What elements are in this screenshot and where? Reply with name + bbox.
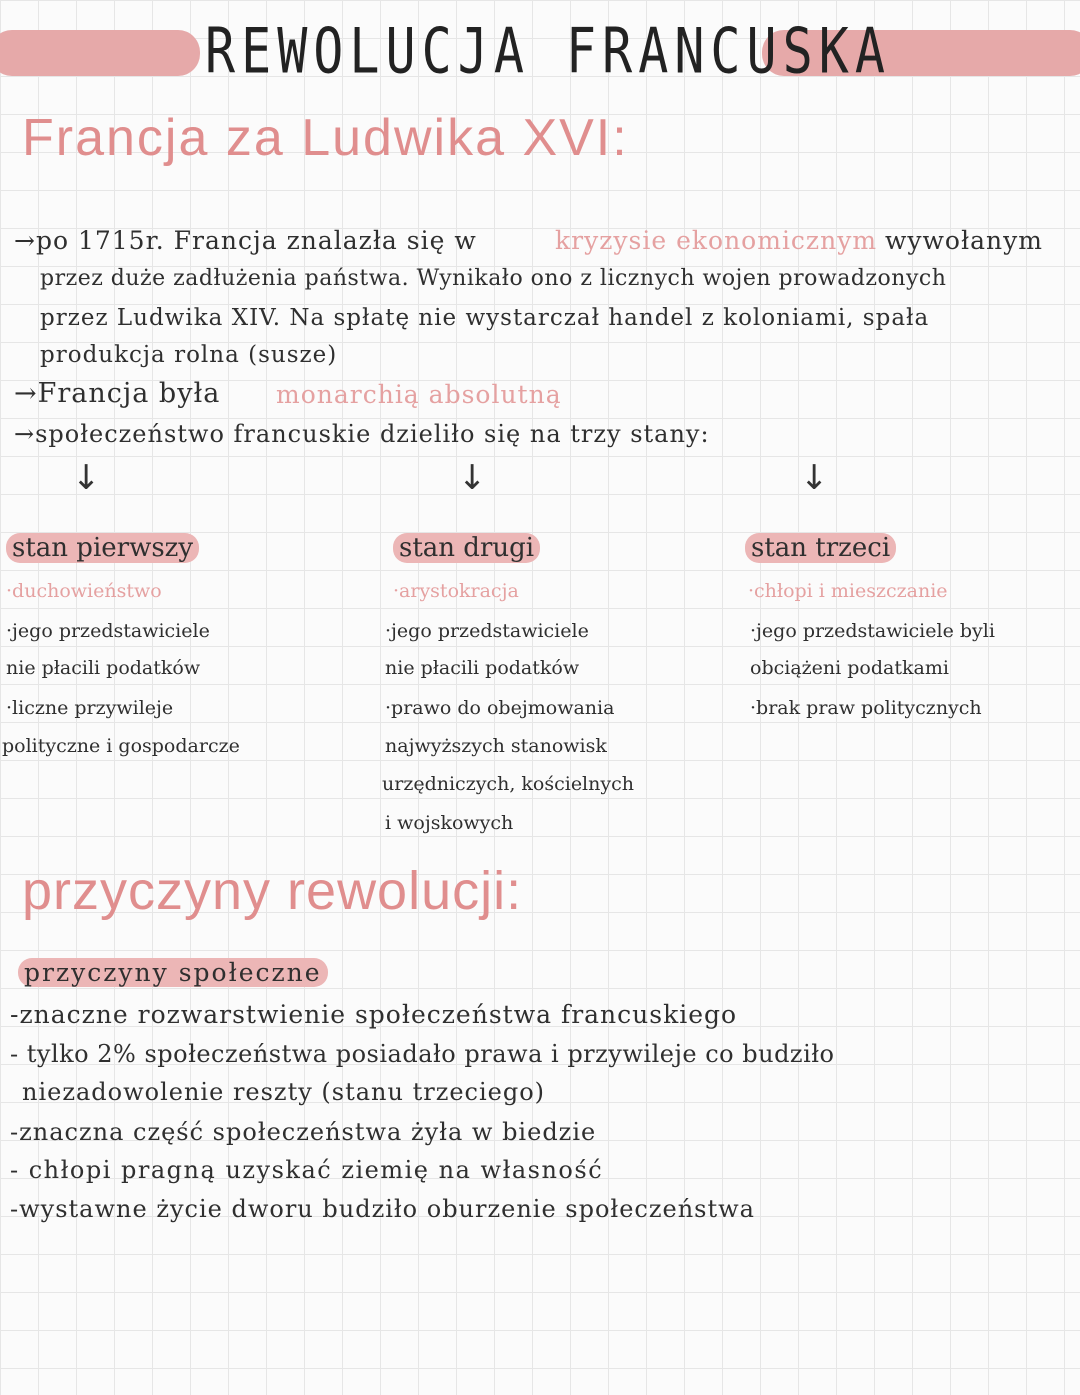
society-line: →społeczeństwo francuskie dzieliło się na trzy stany: — [14, 420, 710, 448]
cause-line: -znaczna część społeczeństwa żyła w biedzie — [10, 1118, 597, 1146]
highlight-monarchy: monarchią absolutną — [276, 380, 562, 409]
estate-group: ·duchowieństwo — [6, 580, 162, 602]
section-heading-causes: przyczyny rewolucji: — [22, 861, 523, 921]
estate-name-label: stan drugi — [393, 533, 540, 563]
arrow-down-icon: ↓ — [458, 458, 487, 498]
estate-group: ·arystokracja — [393, 580, 519, 602]
cause-line: -znaczne rozwarstwienie społeczeństwa francuskiego — [10, 1000, 738, 1029]
estate-name — [393, 533, 540, 563]
cause-line: - tylko 2% społeczeństwa posiadało prawa i przywileje co budziło — [10, 1040, 835, 1068]
monarchy-line: →Francja była — [14, 378, 221, 409]
causes-subheading — [18, 958, 328, 987]
section-heading-france: Francja za Ludwika XVI: — [22, 109, 629, 167]
estate-desc-line: ·liczne przywileje — [6, 697, 174, 719]
intro-line-1c: wywołanym — [885, 226, 1043, 255]
estate-name-label: stan trzeci — [745, 533, 896, 563]
highlight-crisis: kryzysie ekonomicznym — [555, 226, 878, 255]
estate-desc-line: urzędniczych, kościelnych — [382, 773, 634, 795]
estate-desc-line: ·brak praw politycznych — [750, 697, 982, 719]
intro-line-1a: →po 1715r. Francja znalazła się w — [14, 226, 477, 255]
arrow-down-icon: ↓ — [72, 458, 101, 498]
estate-desc-line: nie płacili podatków — [385, 657, 580, 679]
estate-desc-line: ·jego przedstawiciele byli — [750, 620, 995, 642]
causes-subheading-label: przyczyny społeczne — [18, 958, 328, 987]
estate-desc-line: polityczne i gospodarcze — [2, 735, 240, 757]
estate-desc-line: najwyższych stanowisk — [385, 735, 607, 757]
intro-line-3: przez Ludwika XIV. Na spłatę nie wystarczał handel z koloniami, spała — [40, 305, 930, 331]
estate-name — [6, 533, 199, 563]
page-title: REWOLUCJA FRANCUSKA — [205, 14, 891, 88]
intro-line-2: przez duże zadłużenia państwa. Wynikało ono z licznych wojen prowadzonych — [40, 266, 947, 291]
estate-group: ·chłopi i mieszczanie — [748, 580, 948, 602]
estate-desc-line: nie płacili podatków — [6, 657, 201, 679]
estate-name-label: stan pierwszy — [6, 533, 199, 563]
cause-line: - chłopi pragną uzyskać ziemię na własność — [10, 1156, 604, 1184]
estate-desc-line: ·jego przedstawiciele — [385, 620, 589, 642]
estate-desc-line: ·jego przedstawiciele — [6, 620, 210, 642]
cause-line: -wystawne życie dworu budziło oburzenie społeczeństwa — [10, 1195, 755, 1223]
intro-line-4: produkcja rolna (susze) — [40, 342, 338, 368]
arrow-down-icon: ↓ — [800, 458, 829, 498]
estate-desc-line: ·prawo do obejmowania — [385, 697, 615, 719]
estate-name — [745, 533, 896, 563]
title-bar-left — [0, 30, 200, 76]
estate-desc-line: obciążeni podatkami — [750, 657, 949, 679]
cause-line: niezadowolenie reszty (stanu trzeciego) — [22, 1078, 546, 1106]
estate-desc-line: i wojskowych — [385, 812, 514, 834]
